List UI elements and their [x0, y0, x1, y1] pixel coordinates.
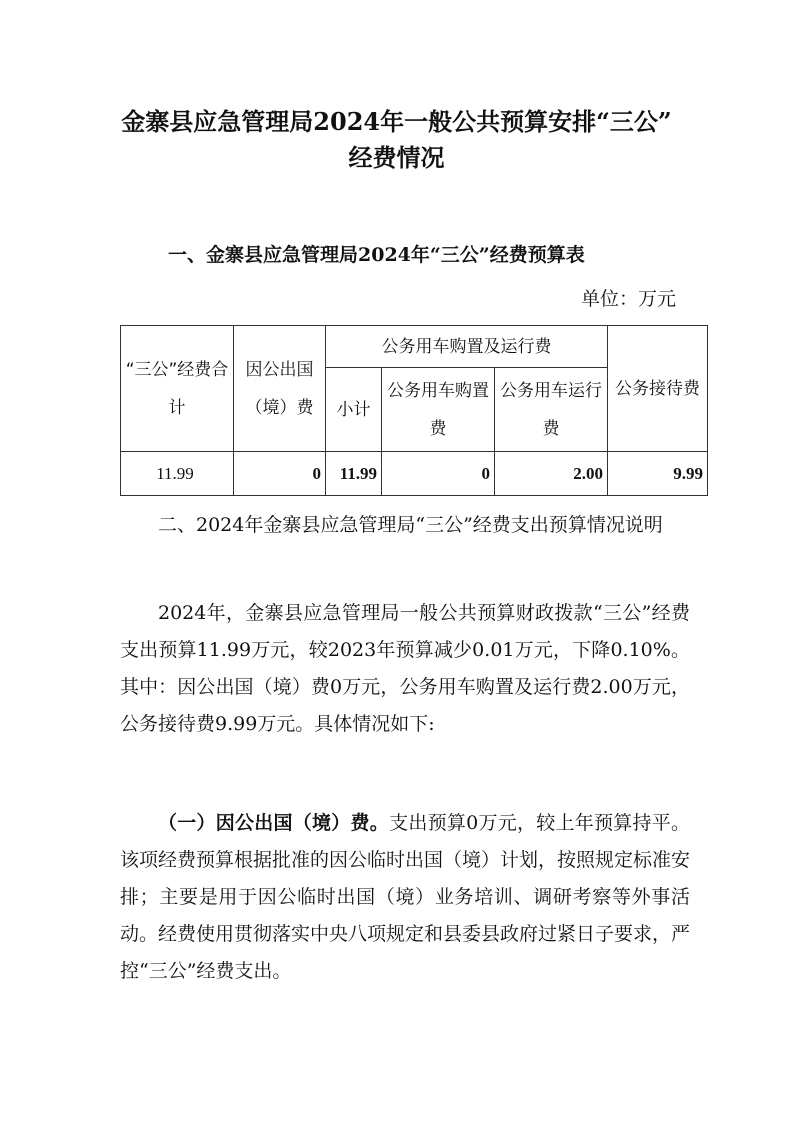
- header-vehicle-operation: 公务用车运行费: [495, 368, 608, 452]
- header-total: “三公”经费合计: [121, 326, 234, 452]
- paragraph-2-lead: （一）因公出国（境）费。: [158, 812, 390, 834]
- cell-reception: 9.99: [608, 452, 708, 496]
- paragraph-2: [120, 805, 690, 990]
- cell-subtotal: 11.99: [326, 452, 382, 496]
- cell-total: 11.99: [121, 452, 234, 496]
- document-title-line1: 金寨县应急管理局2024年一般公共预算安排“三公”: [121, 107, 672, 136]
- section1-heading: 一、金寨县应急管理局2024年“三公”经费预算表: [168, 244, 585, 266]
- paragraph-1: 2024年，金寨县应急管理局一般公共预算财政拨款“三公”经费支出预算11.99万元，较2023年预算减少0.01万元，下降0.10%。其中：因公出国（境）费0万元，公务用车购置及运行费2.00万元，公务接待费9.99万元。具体情况如下:: [120, 602, 690, 735]
- header-subtotal: 小计: [326, 368, 382, 452]
- budget-table: [120, 325, 708, 496]
- header-reception: 公务接待费: [608, 326, 708, 452]
- header-vehicle-purchase: 公务用车购置费: [382, 368, 495, 452]
- paragraph-2-body: 支出预算0万元，较上年预算持平。该项经费预算根据批准的因公临时出国（境）计划，按照规定标准安排；主要是用于因公临时出国（境）业务培训、调研考察等外事活动。经费使用贯彻落实中央八项规定和县委县政府过紧日子要求，严控“三公”经费支出。: [120, 812, 691, 982]
- document-title-line2: 经费情况: [348, 143, 445, 172]
- cell-vehicle-operation: 2.00: [495, 452, 608, 496]
- cell-vehicle-purchase: 0: [382, 452, 495, 496]
- unit-label: 单位：万元: [580, 288, 676, 310]
- cell-abroad: 0: [234, 452, 326, 496]
- section2-heading: 二、2024年金寨县应急管理局“三公”经费支出预算情况说明: [158, 514, 663, 536]
- header-vehicle-group: 公务用车购置及运行费: [326, 326, 608, 368]
- header-abroad: 因公出国（境）费: [234, 326, 326, 452]
